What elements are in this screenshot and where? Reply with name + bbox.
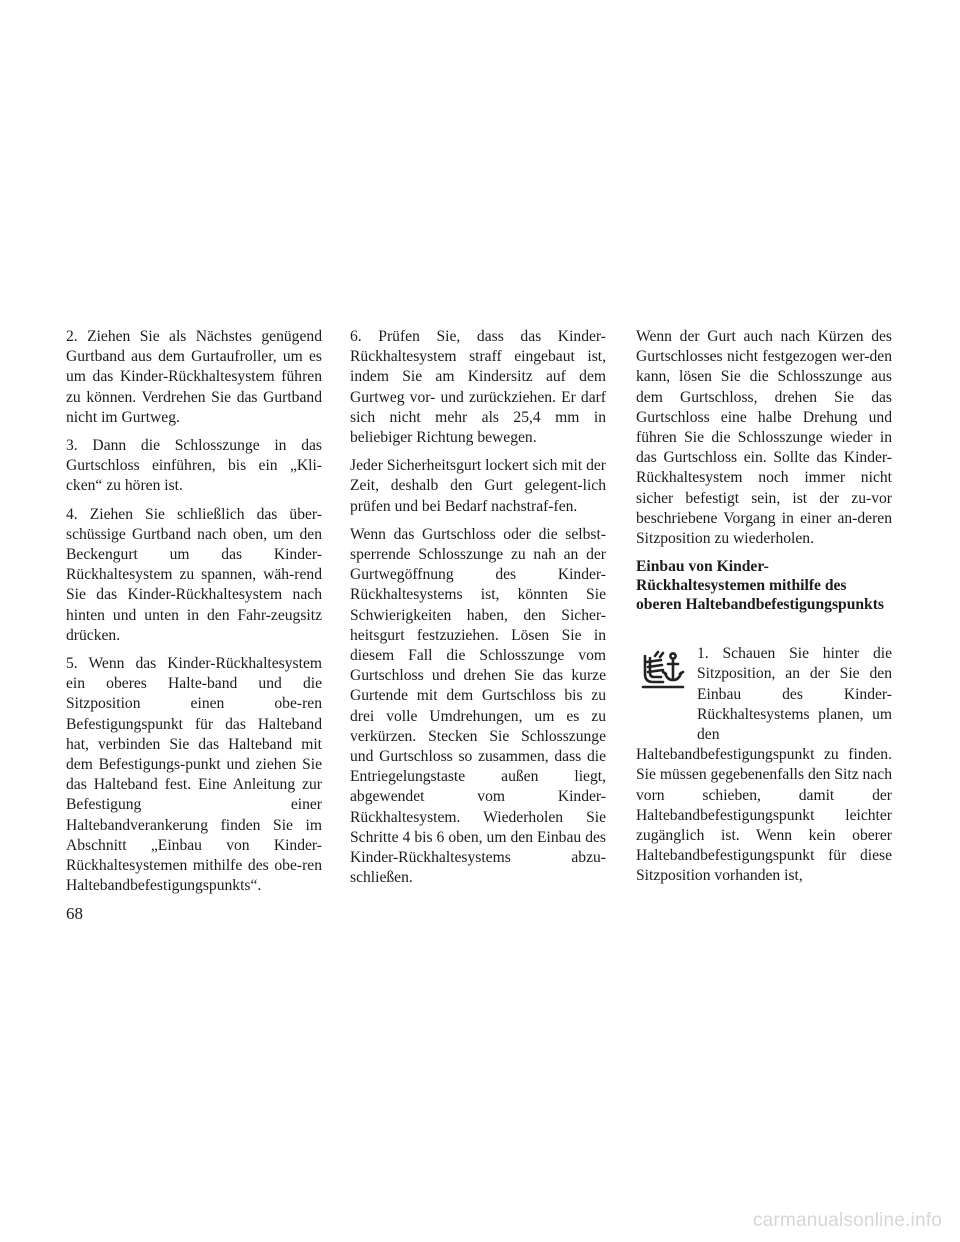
column-right — [636, 327, 892, 895]
buckle-twist-paragraph: Wenn das Gurtschloss oder die selbst-sperrende Schlosszunge zu nah an der Gurtwegöffnung des Kinder-Rückhaltesystems ist, könnten Sie Schwierigkeiten haben, den Sicher-heitsgurt festzuziehen. Lösen Sie in diesem Fall die Schlosszunge vom Gurtschloss und drehen Sie das kurze Gurtende mit dem Gurtschloss bis zu drei volle Umdrehungen, um es zu verkürzen. Stecken Sie Schlosszunge und Gurtschloss so zusammen, dass die Entriegelungstaste außen liegt, abgewendet vom Kinder-Rückhaltesystem. Wiederholen Sie Schritte 4 bis 6 oben, um den Einbau des Kinder-Rückhaltesystems abzu-schließen. — [350, 525, 606, 887]
step-6-paragraph: 6. Prüfen Sie, dass das Kinder-Rückhaltesystem straff eingebaut ist, indem Sie am Kindersitz auf dem Gurtweg vor- und zurückziehen. Er darf sich nicht mehr als 25,4 mm in beliebiger Richtung bewegen. — [350, 328, 606, 447]
step-2-paragraph: 2. Ziehen Sie als Nächstes genügend Gurtband aus dem Gurtaufroller, um es um das Kinder-Rückhaltesystem führen zu können. Verdrehen Sie das Gurtband nicht im Gurtweg. — [66, 328, 322, 426]
child-seat-tether-anchor-icon — [633, 644, 693, 728]
column-left — [66, 327, 322, 904]
belt-loosening-paragraph: Jeder Sicherheitsgurt lockert sich mit der Zeit, deshalb den Gurt gelegent-lich prüfen und bei Bedarf nachstraf-fen. — [350, 457, 606, 515]
tether-step-1-text: 1. Schauen Sie hinter die Sitzposition, an der Sie den Einbau des Kinder-Rückhaltesystems planen, um den Haltebandbefestigungspunkt zu finden. Sie müssen gegebenenfalls den Sitz nach vorn schieben, damit der Haltebandbefestigungspunkt leichter zugänglich ist. Wenn kein oberer Haltebandbefestigungspunkt für diese Sitzposition vorhanden ist, — [636, 645, 892, 885]
section-heading: Einbau von Kinder-Rückhaltesystemen mithilfe des oberen Haltebandbefestigungspunkts — [636, 558, 884, 614]
buckle-half-turn-paragraph: Wenn der Gurt auch nach Kürzen des Gurtschlosses nicht festgezogen wer-den kann, lösen Sie die Schlosszunge aus dem Gurtschloss, drehen Sie das Gurtschloss eine halbe Drehung und führen Sie die Schlosszunge wieder in das Gurtschloss ein. Sollte das Kinder-Rückhaltesystem noch immer nicht sicher befestigt sein, ist der zu-vor beschriebene Vorgang in einer an-deren Sitzposition zu wiederholen. — [636, 328, 892, 548]
watermark: carmanualsonline.info — [752, 1210, 942, 1231]
tether-step-1-paragraph — [636, 644, 892, 886]
step-5-paragraph: 5. Wenn das Kinder-Rückhaltesystem ein oberes Halte-band und die Sitzposition einen obe-ren Befestigungspunkt für das Halteband hat, verbinden Sie das Halteband mit dem Befestigungs-punkt und ziehen Sie das Halteband fest. Eine Anleitung zur Befestigung einer Haltebandverankerung finden Sie im Abschnitt „Einbau von Kinder-Rückhaltesystemen mithilfe des obe-ren Haltebandbefestigungspunkts“. — [66, 655, 322, 895]
step-3-paragraph: 3. Dann die Schlosszunge in das Gurtschloss einführen, bis ein „Kli-cken“ zu hören ist. — [66, 437, 322, 495]
step-4-paragraph: 4. Ziehen Sie schließlich das über-schüssige Gurtband nach oben, um den Beckengurt um das Kinder-Rückhaltesystem zu spannen, wäh-rend Sie das Kinder-Rückhaltesystem nach hinten und unten in den Fahr-zeugsitz drücken. — [66, 505, 322, 644]
column-middle — [350, 327, 606, 896]
page-number: 68 — [66, 904, 83, 923]
